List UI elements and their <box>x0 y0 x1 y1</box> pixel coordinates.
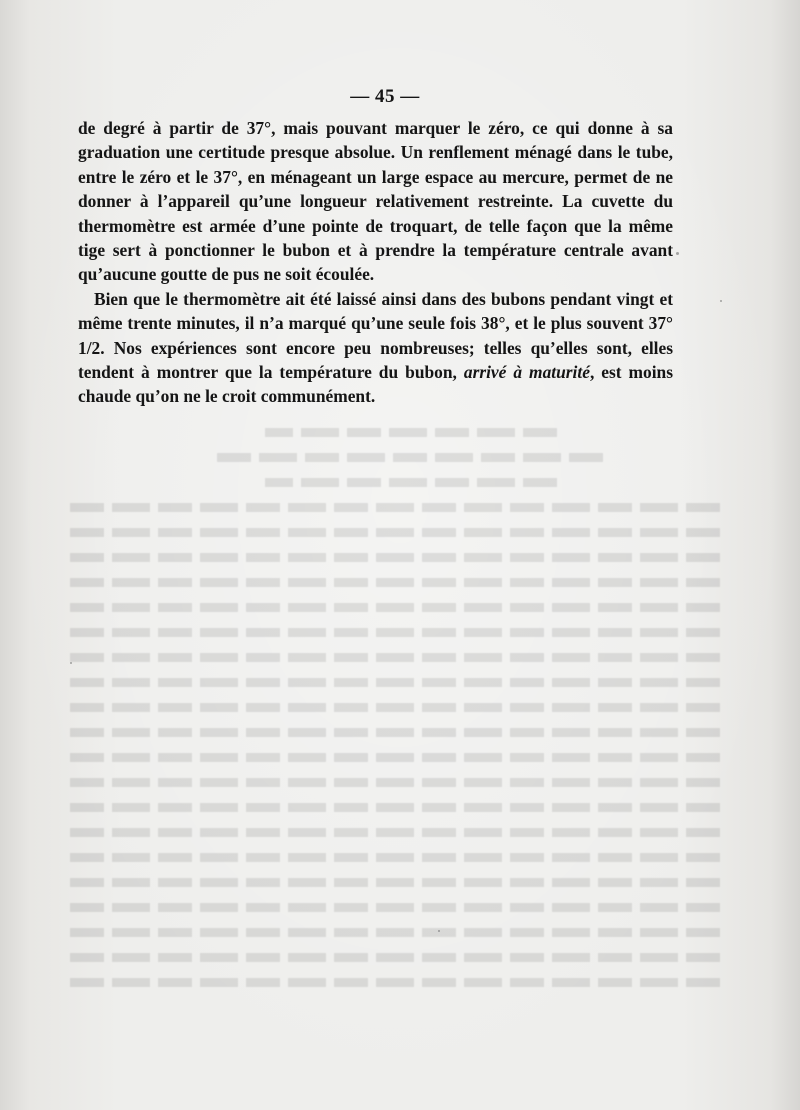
ink-speck <box>438 930 440 932</box>
ink-speck <box>676 252 679 255</box>
paragraph-2-text-start: Bien que le thermomètre ait été laissé ainsi dans des bubons pendant vingt et même trente minutes, il n’a marqué qu’une seule fois 38°, et le plus souvent 37° 1/2. Nos expériences sont encore peu nombreuses; telles qu’elles sont, elles tendent à montrer que la température du bubon, <box>78 288 673 383</box>
paragraph-2 <box>78 287 673 409</box>
show-through-text <box>70 420 720 1010</box>
ink-speck <box>70 662 72 664</box>
paragraph-1-text: de degré à partir de 37°, mais pouvant marquer le zéro, ce qui donne à sa graduation une certitude presque absolue. Un renflement ménagé dans le tube, entre le zéro et le 37°, en ménageant un large espace au mercure, permet de ne donner à l’appareil qu’une longueur relativement restreinte. La cuvette du thermomètre est armée d’une pointe de troquart, de telle façon que la même tige sert à ponctionner le bubon et à prendre la température centrale avant qu’aucune goutte de pus ne soit écoulée. <box>78 118 673 285</box>
body-text <box>78 116 673 409</box>
paragraph-2-text-end: , est moins chaude qu’on ne le croit communément. <box>78 362 673 407</box>
paragraph-2-emphasis: arrivé à maturité <box>463 362 590 383</box>
page-number: — 45 — <box>350 86 420 107</box>
paragraph-1 <box>78 116 673 287</box>
ink-speck <box>720 300 722 302</box>
